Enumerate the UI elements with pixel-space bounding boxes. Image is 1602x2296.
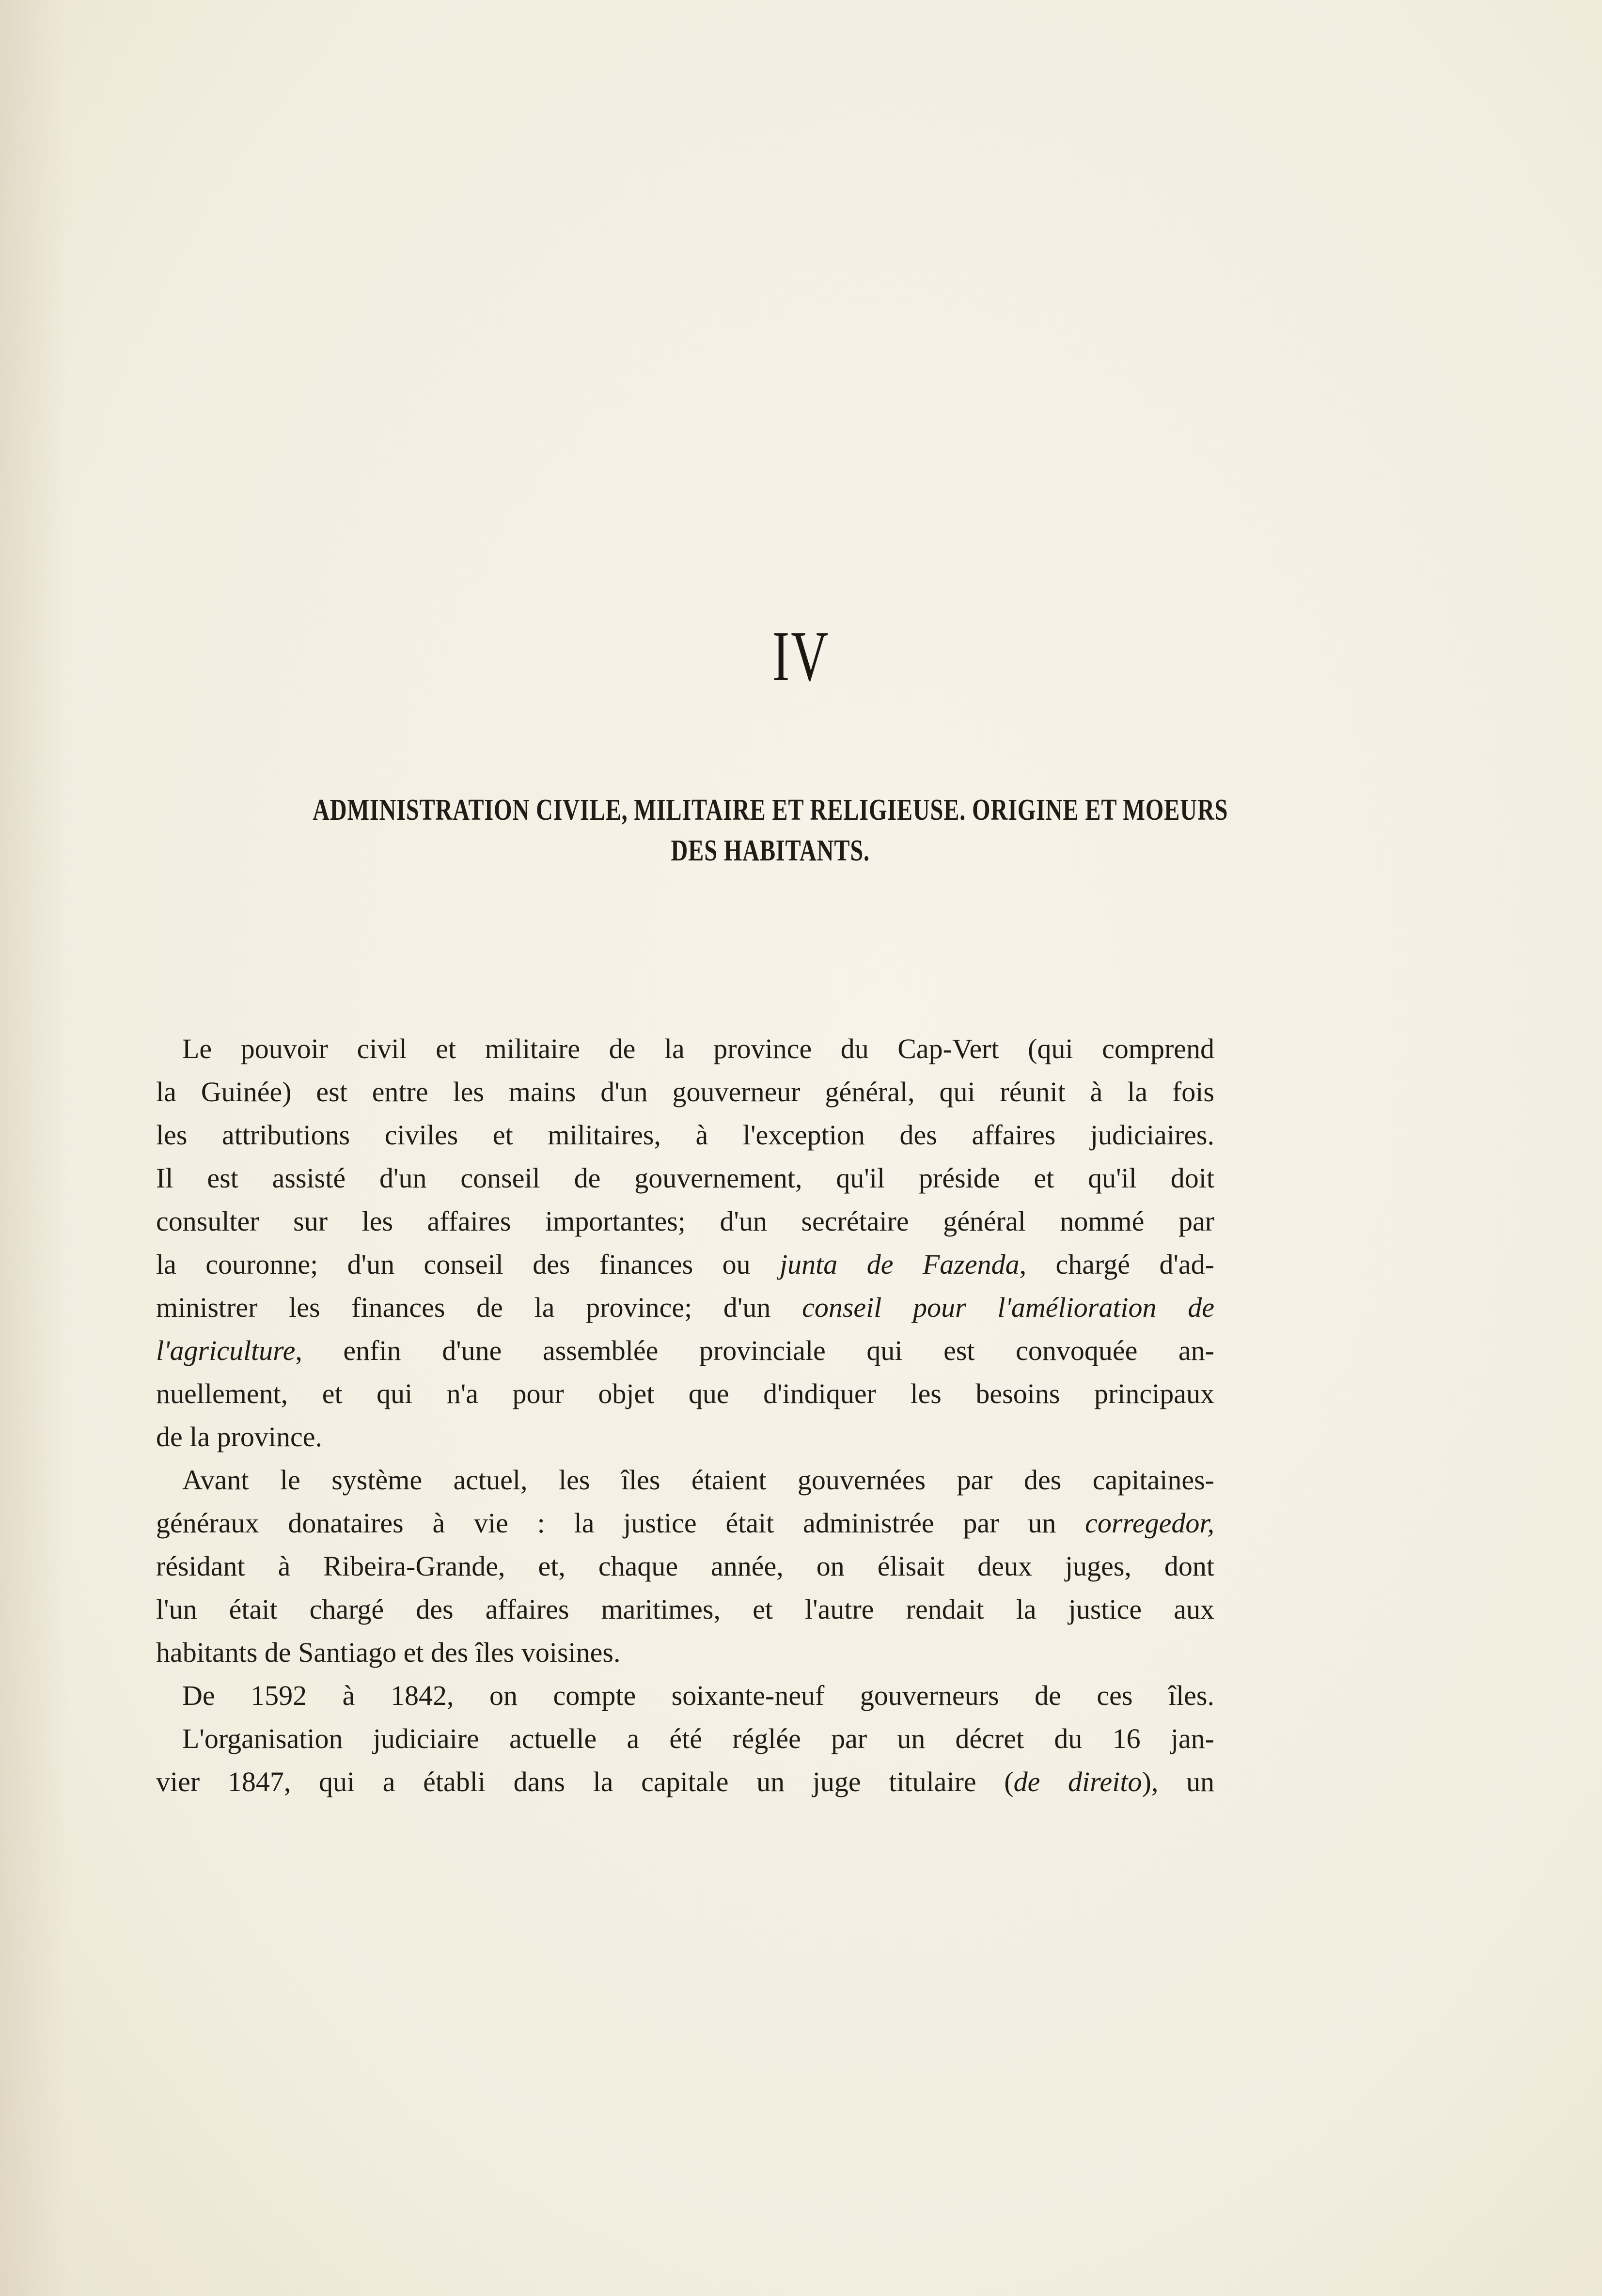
paragraph-3 (156, 1674, 1214, 1717)
page-gutter-shadow (0, 0, 68, 2296)
text-line: nuellement, et qui n'a pour objet que d'indiquer les besoins principaux (156, 1378, 1214, 1409)
text-segment: ministrer les finances de la province; d'un (156, 1292, 802, 1323)
text-line (156, 1286, 1214, 1329)
text-segment: la couronne; d'un conseil des finances ou (156, 1249, 780, 1280)
text-line: L'organisation judiciaire actuelle a été réglée par un décret du 16 jan- (182, 1723, 1214, 1754)
text-line: la Guinée) est entre les mains d'un gouverneur général, qui réunit à la fois (156, 1076, 1214, 1108)
text-line: consulter sur les affaires importantes; d'un secrétaire général nommé par (156, 1205, 1214, 1237)
text-line: résidant à Ribeira-Grande, et, chaque année, on élisait deux juges, dont (156, 1550, 1214, 1582)
text-segment: vier 1847, qui a établi dans la capitale un juge titulaire ( (156, 1766, 1014, 1797)
text-line (156, 1329, 1214, 1372)
italic-term: corregedor, (1085, 1507, 1214, 1539)
chapter-title (160, 790, 1228, 871)
text-line: Le pouvoir civil et militaire de la province du Cap-Vert (qui comprend (182, 1033, 1214, 1064)
text-segment: , chargé d'ad- (1019, 1249, 1214, 1280)
paragraph-2 (156, 1458, 1214, 1674)
paragraph-1 (156, 1027, 1214, 1458)
chapter-title-line-1: ADMINISTRATION CIVILE, MILITAIRE ET RELIGIEUSE. ORIGINE ET MOEURS (313, 794, 1228, 827)
chapter-title-line-2: DES HABITANTS. (671, 834, 870, 867)
text-line: habitants de Santiago et des îles voisines. (156, 1637, 621, 1668)
text-segment: ), un (1142, 1766, 1214, 1797)
text-line: l'un était chargé des affaires maritimes, et l'autre rendait la justice aux (156, 1593, 1214, 1625)
body-text (156, 1027, 1214, 1803)
text-line: Avant le système actuel, les îles étaient gouvernées par des capitaines- (182, 1464, 1214, 1496)
text-line (156, 1243, 1214, 1286)
italic-term: conseil pour l'amélioration de (802, 1292, 1214, 1323)
paragraph-4 (156, 1717, 1214, 1803)
text-line (156, 1760, 1214, 1803)
italic-term: de direito (1013, 1766, 1142, 1797)
text-line: Il est assisté d'un conseil de gouvernement, qu'il préside et qu'il doit (156, 1162, 1214, 1194)
text-line: De 1592 à 1842, on compte soixante-neuf gouverneurs de ces îles. (182, 1680, 1214, 1711)
text-line: de la province. (156, 1421, 323, 1453)
text-line: les attributions civiles et militaires, à l'exception des affaires judiciaires. (156, 1119, 1214, 1151)
text-segment: , enfin d'une assemblée provinciale qui est convoquée an- (295, 1335, 1214, 1366)
italic-term: l'agriculture (156, 1335, 296, 1366)
italic-term: junta de Fazenda (780, 1249, 1020, 1280)
text-line (156, 1501, 1214, 1545)
chapter-number: IV (772, 617, 830, 696)
text-segment: généraux donataires à vie : la justice était administrée par un (156, 1507, 1085, 1539)
